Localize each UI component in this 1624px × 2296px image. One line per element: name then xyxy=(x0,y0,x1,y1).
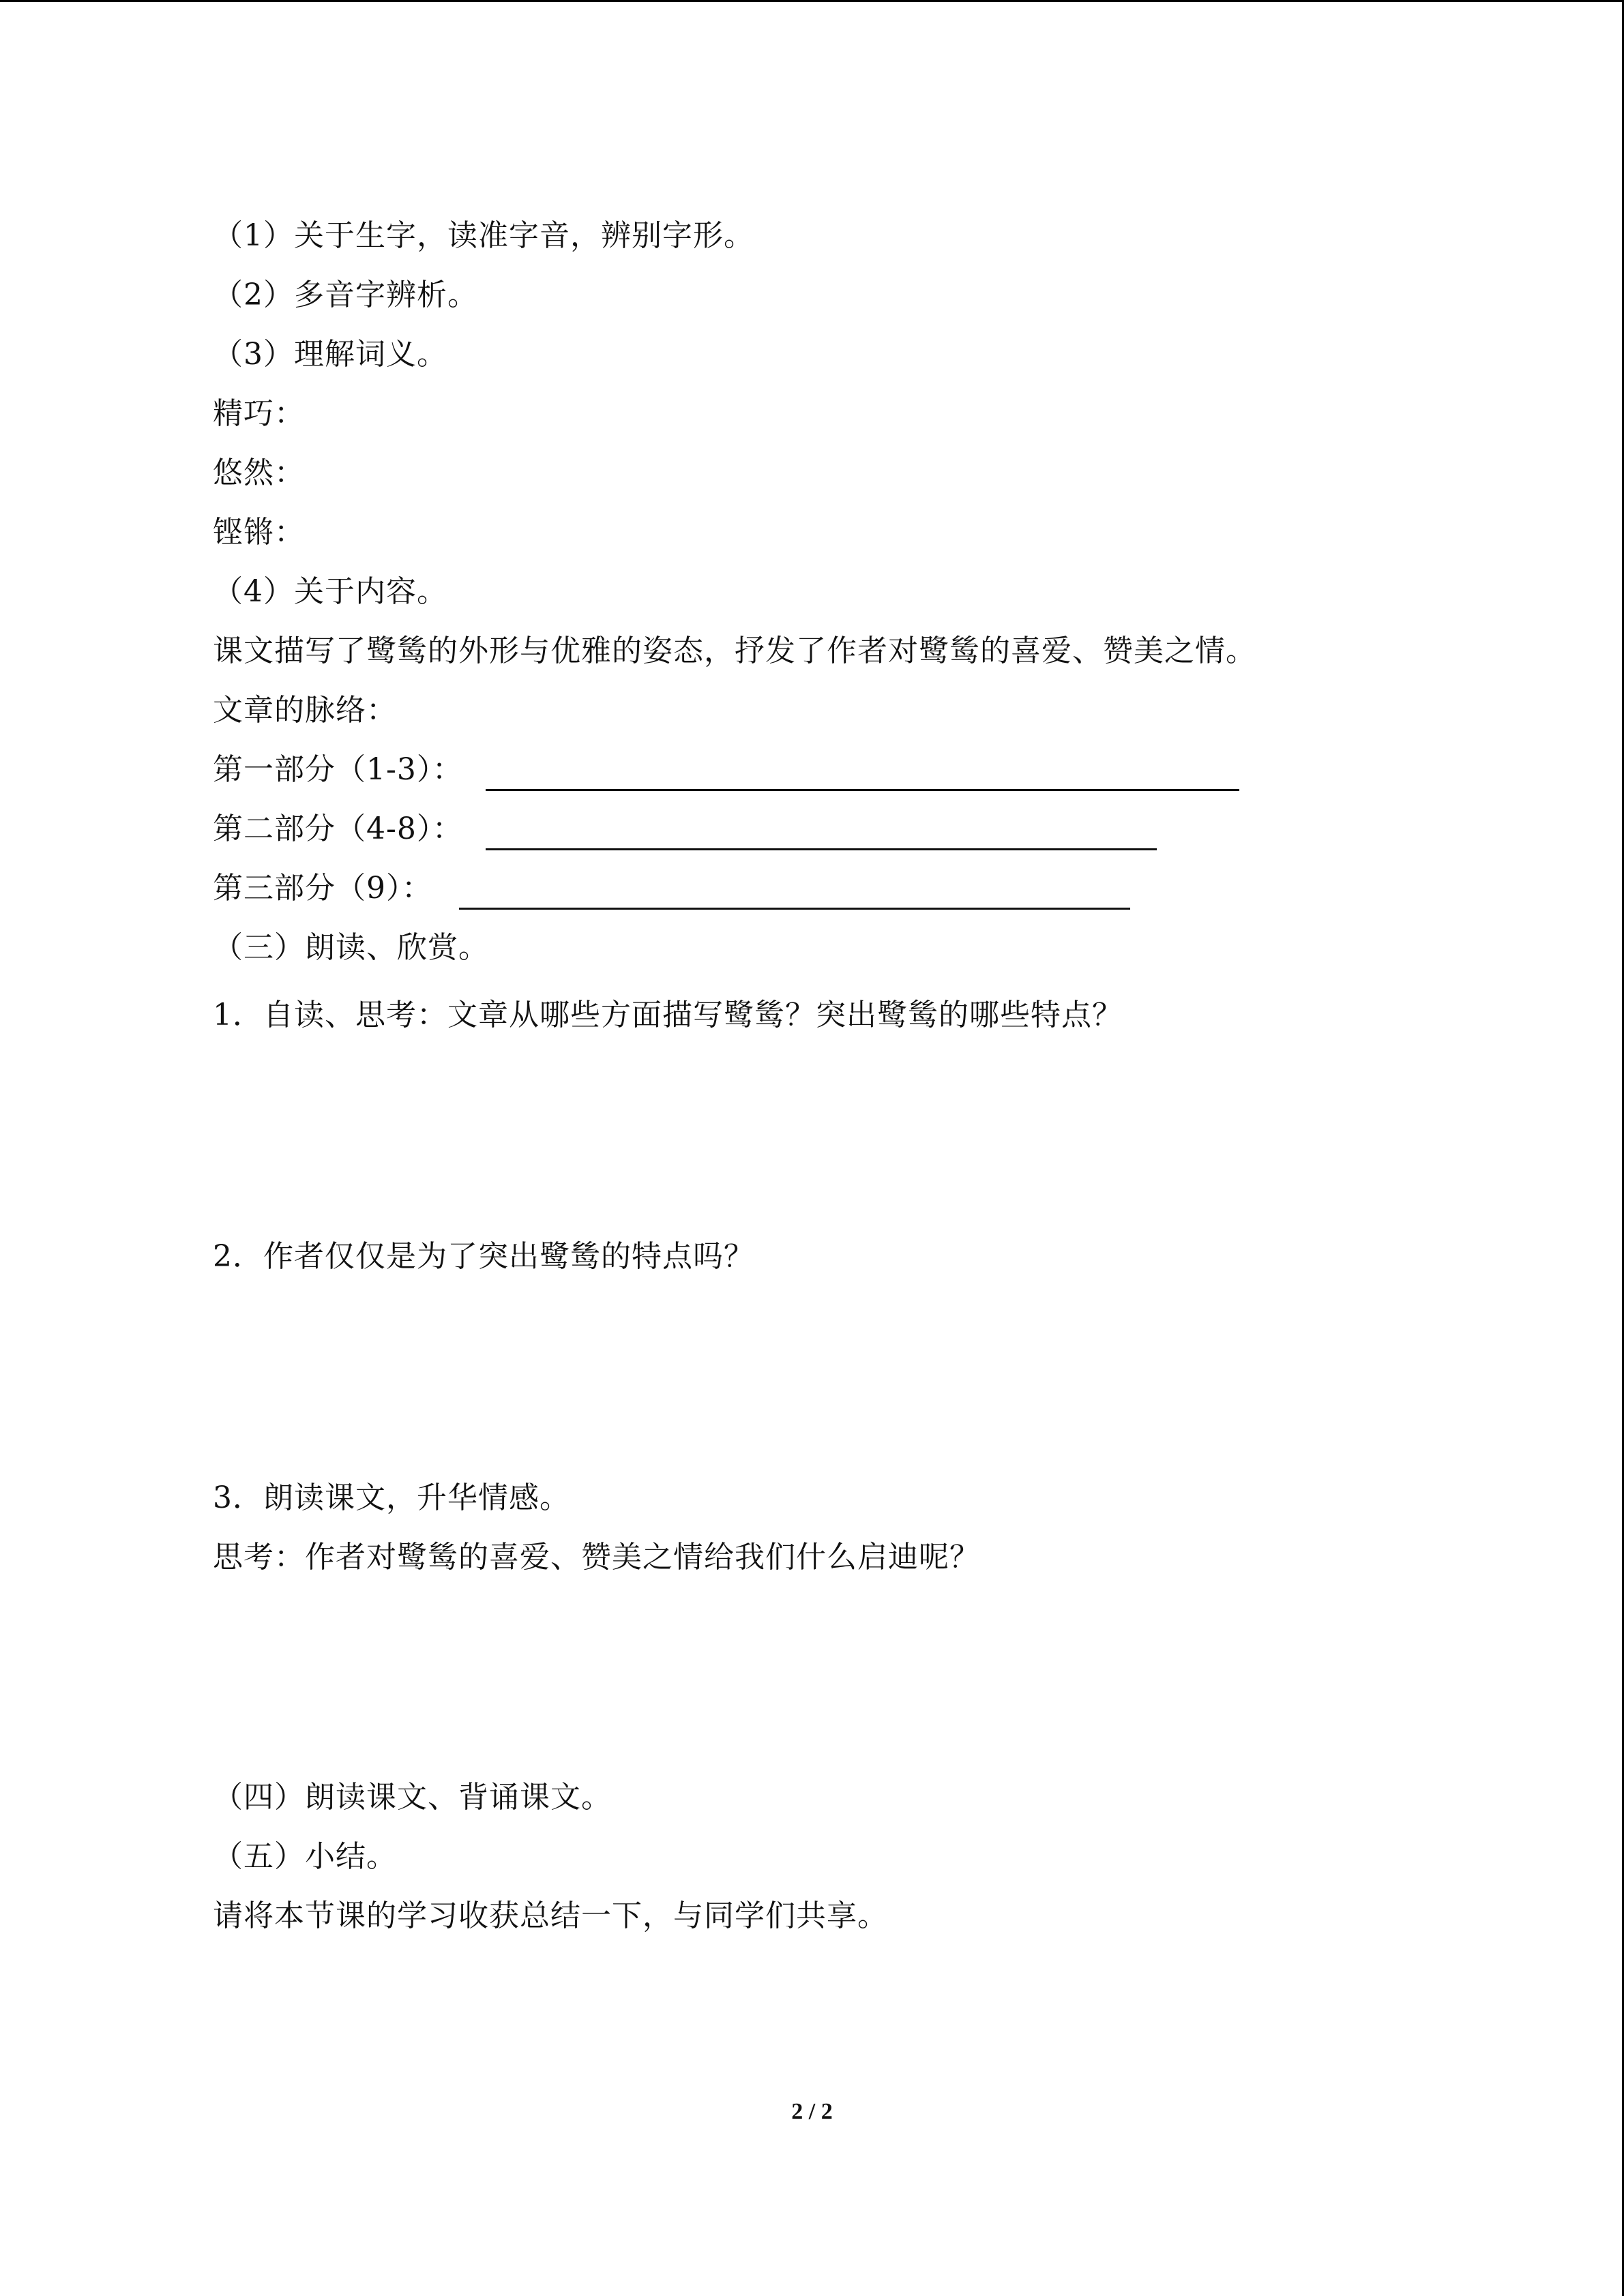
section-3-heading: （三）朗读、欣赏。 xyxy=(213,930,489,965)
exercise-3: 3．朗读课文，升华情感。 xyxy=(213,1480,570,1515)
section-4-heading: （四）朗读课文、背诵课文。 xyxy=(213,1780,612,1815)
word-kengqiang: 铿锵： xyxy=(213,515,305,550)
content-summary: 课文描写了鹭鸶的外形与优雅的姿态，抒发了作者对鹭鸶的喜爱、赞美之情。 xyxy=(213,633,1256,668)
page-border-top xyxy=(0,0,1624,2)
outline-heading: 文章的脉络： xyxy=(213,693,397,728)
answer-blank-part-2[interactable] xyxy=(486,848,1157,850)
outline-part-2: 第二部分（4-8）： xyxy=(213,811,463,846)
exercise-2: 2．作者仅仅是为了突出鹭鸶的特点吗？ xyxy=(213,1239,754,1274)
answer-blank-part-3[interactable] xyxy=(459,908,1130,910)
word-jingqiao: 精巧： xyxy=(213,396,305,431)
item-word-meaning: （3）理解词义。 xyxy=(213,337,447,372)
section-5-heading: （五）小结。 xyxy=(213,1839,397,1874)
exercise-1: 1．自读、思考：文章从哪些方面描写鹭鸶？突出鹭鸶的哪些特点？ xyxy=(213,998,1123,1032)
item-polyphones: （2）多音字辨析。 xyxy=(213,278,478,312)
word-youran: 悠然： xyxy=(213,456,305,490)
answer-blank-part-1[interactable] xyxy=(486,789,1239,791)
item-new-characters: （1）关于生字，读准字音，辨别字形。 xyxy=(213,218,754,253)
outline-part-1: 第一部分（1-3）： xyxy=(213,752,463,787)
page-number: 2 / 2 xyxy=(791,2099,833,2124)
exercise-3-question: 思考：作者对鹭鸶的喜爱、赞美之情给我们什么启迪呢？ xyxy=(213,1540,980,1575)
closing-instruction: 请将本节课的学习收获总结一下，与同学们共享。 xyxy=(213,1898,888,1933)
outline-part-3: 第三部分（9）： xyxy=(213,871,432,906)
item-content: （4）关于内容。 xyxy=(213,574,447,609)
